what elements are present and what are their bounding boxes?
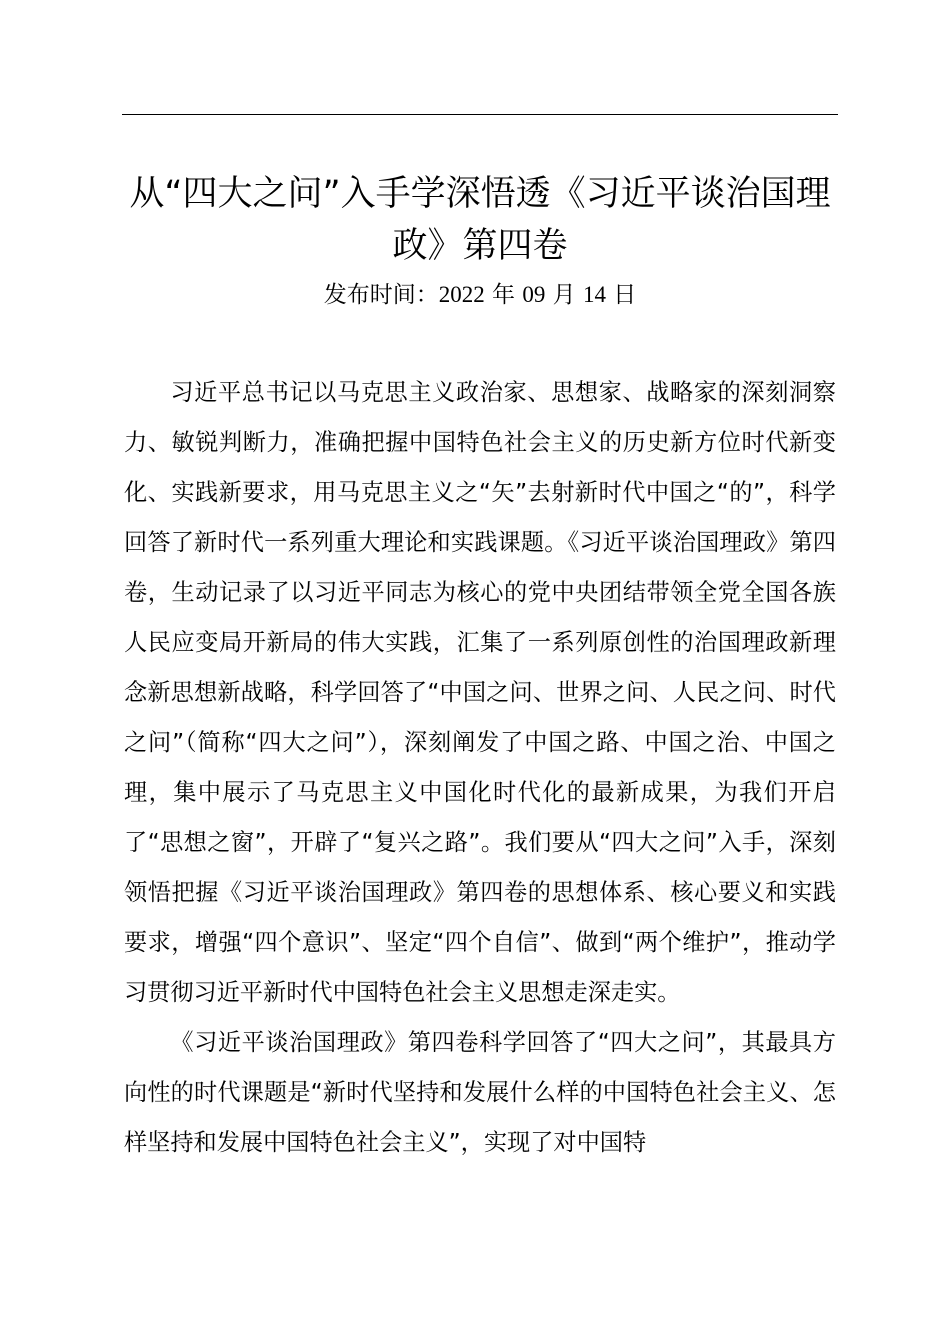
- publish-year: 2022: [438, 282, 485, 307]
- publish-label: 发布时间：: [323, 282, 439, 308]
- publish-month: 09: [522, 282, 546, 307]
- paragraph: 习近平总书记以马克思主义政治家、思想家、战略家的深刻洞察力、敏锐判断力，准确把握中国特色社会主义的历史新方位时代新变化、实践新要求，用马克思主义之“矢”去射新时代中国之“的”，科学回答了新时代一系列重大理论和实践课题。《习近平谈治国理政》第四卷，生动记录了以习近平同志为核心的党中央团结带领全党全国各族人民应变局开新局的伟大实践，汇集了一系列原创性的治国理政新理念新思想新战略，科学回答了“中国之问、世界之问、人民之问、时代之问”（简称“四大之问”），深刻阐发了中国之路、中国之治、中国之理，集中展示了马克思主义中国化时代化的最新成果，为我们开启了“思想之窗”，开辟了“复兴之路”。我们要从“四大之问”入手，深刻领悟把握《习近平谈治国理政》第四卷的思想体系、核心要义和实践要求，增强“四个意识”、坚定“四个自信”、做到“两个维护”，推动学习贯彻习近平新时代中国特色社会主义思想走深走实。: [124, 379, 836, 1006]
- article-title: 从“四大之问”入手学深悟透《习近平谈治国理政》第四卷: [129, 174, 831, 266]
- article-body: [124, 368, 836, 1168]
- paragraph: 《习近平谈治国理政》第四卷科学回答了“四大之问”，其最具方向性的时代课题是“新时代坚持和发展什么样的中国特色社会主义、怎样坚持和发展中国特色社会主义”，实现了对中国特: [124, 1029, 836, 1156]
- header-rule: [122, 114, 838, 115]
- day-unit: 日: [613, 282, 637, 308]
- month-unit: 月: [552, 282, 576, 308]
- year-unit: 年: [492, 282, 516, 308]
- publish-date: [110, 278, 850, 312]
- publish-day: 14: [582, 282, 606, 307]
